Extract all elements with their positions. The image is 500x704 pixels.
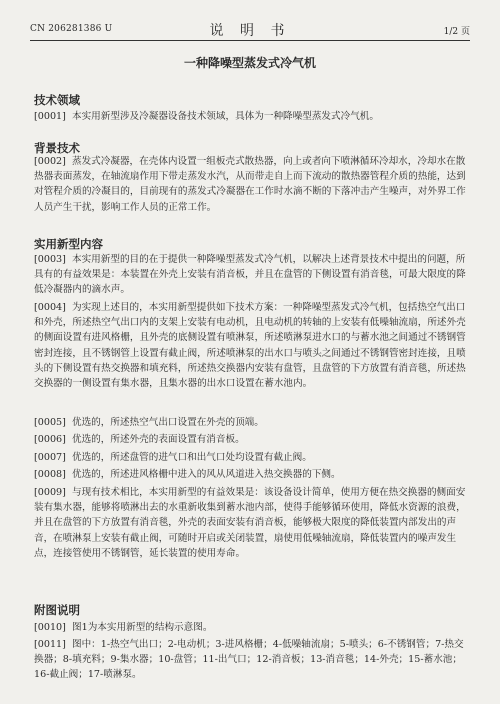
header-rule [30,40,470,41]
paragraph-text: 本实用新型的目的在于提供一种降噪型蒸发式冷气机，以解决上述背景技术中提出的问题，所具有的有益效果是：本装置在外壳上安装有消音板，并且在盘管的下侧设置有消音毯，可最大限度的降低冷凝器内的滴水声。 [34,254,466,296]
paragraph-0003 [34,252,468,298]
paragraph-number: [0007] [34,452,66,463]
paragraph-number: [0003] [34,254,66,265]
paragraph-text: 图中：1-热空气出口；2-电动机；3-进风格栅；4-低噪轴流扇；5-喷头；6-不锈钢管；7-热交换器；8-填充料；9-集水器；10-盘管；11-出气口；12-消音板；13-消音毯；14-外壳；15-蓄水池；16-截止阀；17-喷淋泵。 [34,639,464,681]
paragraph-0008 [34,467,468,482]
paragraph-0007 [34,450,468,465]
paragraph-0009 [34,485,468,561]
section-heading-background: 背景技术 [34,141,80,155]
paragraph-number: [0006] [34,434,66,445]
paragraph-text: 本实用新型涉及冷凝器设备技术领域，具体为一种降噪型蒸发式冷气机。 [72,111,379,122]
paragraph-number: [0008] [34,469,66,480]
paragraph-number: [0002] [34,156,66,167]
paragraph-0010 [34,620,468,635]
paragraph-number: [0011] [34,639,66,650]
paragraph-number: [0010] [34,622,66,633]
paragraph-text: 优选的，所述热空气出口设置在外壳的顶端。 [72,417,264,428]
paragraph-0006 [34,432,468,447]
paragraph-text: 优选的，所述外壳的表面设置有消音板。 [72,434,245,445]
paragraph-number: [0001] [34,111,66,122]
paragraph-0001 [34,109,468,124]
paragraph-text: 优选的，所述盘管的进气口和出气口处均设置有截止阀。 [72,452,312,463]
document-type: 说 明 书 [209,23,291,39]
section-heading-content: 实用新型内容 [34,237,103,251]
paragraph-text: 为实现上述目的，本实用新型提供如下技术方案：一种降噪型蒸发式冷气机，包括热空气出口和外壳，所述热空气出口内的支架上安装有电动机，且电动机的转轴的上安装有低噪轴流扇，所述外壳的侧面设置有进风格栅，且外壳的底侧设置有喷淋泵，所述喷淋泵进水口的与蓄水池之间通过不锈钢管密封连接，且不锈钢管上设置有截止阀，所述喷淋泵的出水口与喷头之间通过不锈钢管密封连接，且喷头的下侧设置有热交换器和填充料，所述热交换器内安装有盘管，且盘管的下方放置有消音毯，所述热交换器的一侧设置有集水器，且集水器的出水口设置在蓄水池内。 [34,302,466,390]
paragraph-0004 [34,300,468,391]
paragraph-text: 与现有技术相比，本实用新型的有益效果是：该设备设计简单，使用方便在热交换器的侧面安装有集水器，能够将喷淋出去的水重新收集到蓄水池内部，使得手能够循环使用，降低水资源的浪费，并且在盘管的下方放置有消音毯，外壳的表面安装有消音板，能够极大限度的降低装置内部发出的声音，在喷淋泵上安装有截止阀，可随时开启或关闭装置，扇使用低噪轴流扇，降低装置内的噪声发生点，连接管使用不锈钢管，延长装置的使用寿命。 [34,487,466,559]
section-heading-drawings: 附图说明 [34,603,80,617]
page-header [30,20,470,40]
section-heading-field: 技术领域 [34,93,80,107]
paragraph-text: 优选的，所述进风格栅中进入的风从风道进入热交换器的下侧。 [72,469,341,480]
paragraph-number: [0005] [34,417,66,428]
paragraph-text: 图1为本实用新型的结构示意图。 [72,622,213,633]
paragraph-0011 [34,637,468,683]
paragraph-text: 蒸发式冷凝器，在壳体内设置一组板壳式散热器，向上或者向下喷淋循环冷却水，冷却水在散热器表面蒸发，在轴流扇作用下带走蒸发水汽，从而带走自上而下流动的散热器管程介质的热能，达到对管程介质的冷凝目的，目前现有的蒸发式冷凝器在工作时水滴不断的下落冲击产生噪声，对外界工作人员产生干扰，影响工作人员的正常工作。 [34,156,466,213]
paragraph-number: [0004] [34,302,66,313]
page-number: 1/2 页 [443,27,470,37]
paragraph-0005 [34,415,468,430]
paragraph-0002 [34,154,468,215]
publication-number: CN 206281386 U [30,24,113,34]
document-title: 一种降噪型蒸发式冷气机 [183,56,316,70]
paragraph-number: [0009] [34,487,66,498]
